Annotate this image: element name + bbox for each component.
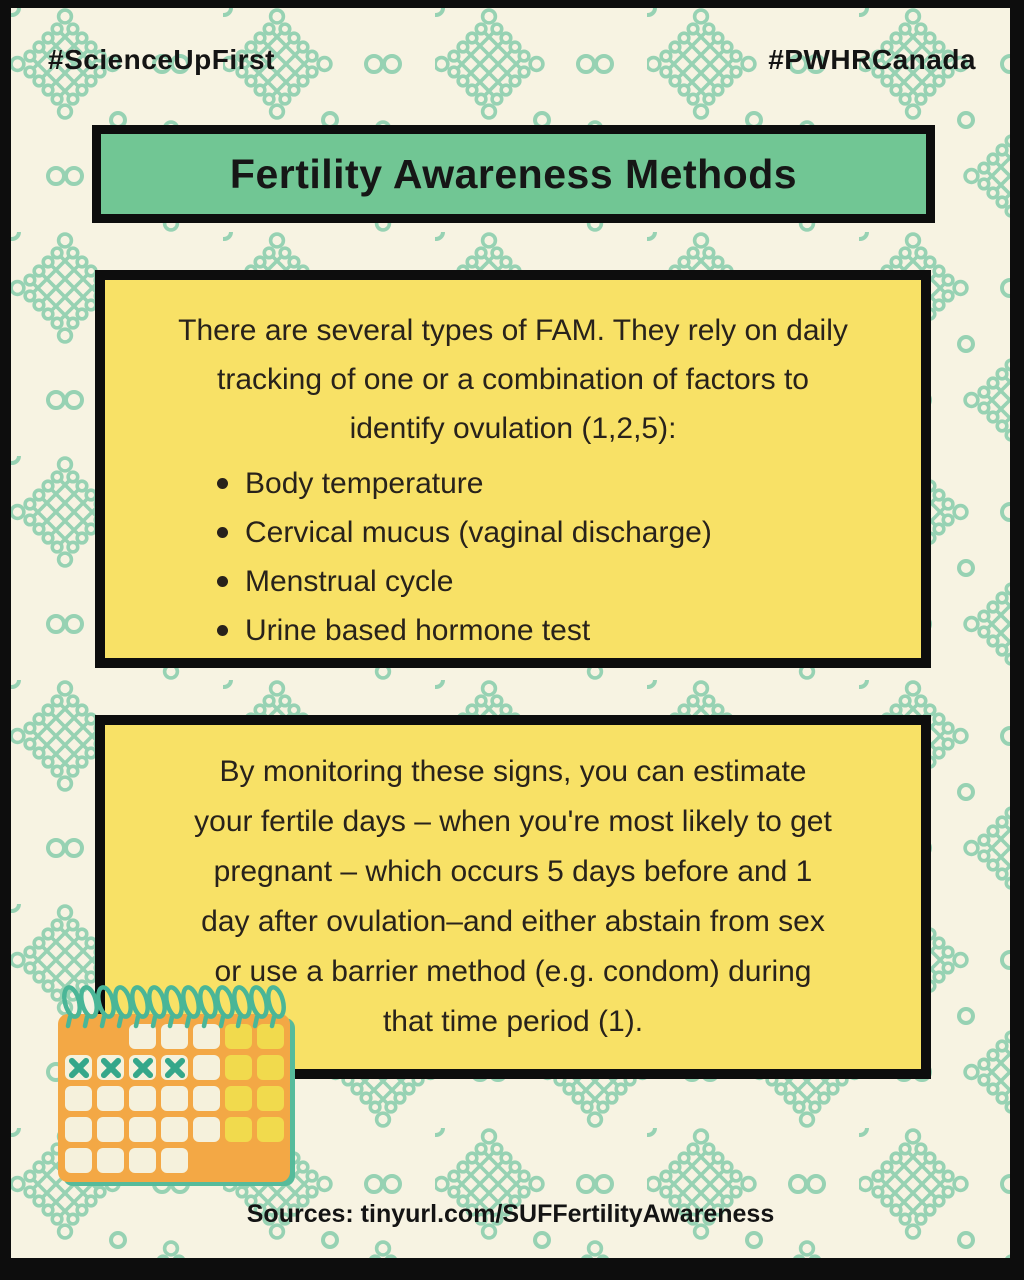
list-item [217, 508, 921, 557]
calendar-day-crossed [65, 1055, 92, 1080]
list-item [217, 606, 921, 655]
title-box [92, 125, 935, 223]
list-item [217, 459, 921, 508]
calendar-day [161, 1148, 188, 1173]
calendar-day [193, 1055, 220, 1080]
calendar-day [129, 1148, 156, 1173]
calendar-day [193, 1086, 220, 1111]
calendar-day [97, 1086, 124, 1111]
list-item-label: Cervical mucus (vaginal discharge) [245, 516, 712, 549]
list-item [217, 557, 921, 606]
bullet-dot [217, 576, 228, 587]
calendar-day-highlighted [225, 1086, 252, 1111]
calendar-grid [65, 1024, 284, 1173]
bullet-dot [217, 478, 228, 489]
calendar-illustration [50, 980, 302, 1196]
calendar-day [65, 1086, 92, 1111]
list-item-label: Urine based hormone test [245, 614, 591, 647]
calendar-day-crossed [161, 1055, 188, 1080]
calendar-day [97, 1117, 124, 1142]
bullet-dot [217, 625, 228, 636]
intro-text: There are several types of FAM. They rely on daily tracking of one or a combination of factors to identify ovulation (1,2,5): [178, 314, 848, 445]
calendar-day [193, 1117, 220, 1142]
calendar-day [97, 1148, 124, 1173]
calendar-day [65, 1117, 92, 1142]
calendar-day-crossed [129, 1055, 156, 1080]
calendar-day [161, 1117, 188, 1142]
intro-box [95, 270, 931, 668]
spiral-binding-icon [60, 980, 288, 1032]
calendar-day-highlighted [257, 1055, 284, 1080]
list-item-label: Body temperature [245, 467, 484, 500]
calendar-day-crossed [97, 1055, 124, 1080]
calendar-body [58, 1014, 290, 1182]
fam-factor-list [105, 459, 921, 655]
calendar-day [129, 1086, 156, 1111]
page-title: Fertility Awareness Methods [229, 150, 798, 197]
bullet-dot [217, 527, 228, 538]
calendar-day-highlighted [225, 1117, 252, 1142]
hashtag-pwhr-canada: #PWHRCanada [768, 44, 976, 75]
sources-text: Sources: tinyurl.com/SUFFertilityAwareness [246, 1200, 775, 1228]
calendar-day [65, 1148, 92, 1173]
calendar-day-highlighted [225, 1055, 252, 1080]
calendar-day [129, 1117, 156, 1142]
monitoring-text: By monitoring these signs, you can estimate your fertile days – when you're most likely to get pregnant – which occurs 5 days before and 1 day after ovulation–and either abstain from sex or use a barrier method (e.g. condom) during that time period (1). [194, 755, 832, 1038]
calendar-day-highlighted [257, 1117, 284, 1142]
poster-canvas [11, 8, 1010, 1258]
list-item-label: Menstrual cycle [245, 565, 454, 598]
calendar-day [161, 1086, 188, 1111]
hashtag-science-up-first: #ScienceUpFirst [48, 44, 275, 75]
calendar-day-highlighted [257, 1086, 284, 1111]
